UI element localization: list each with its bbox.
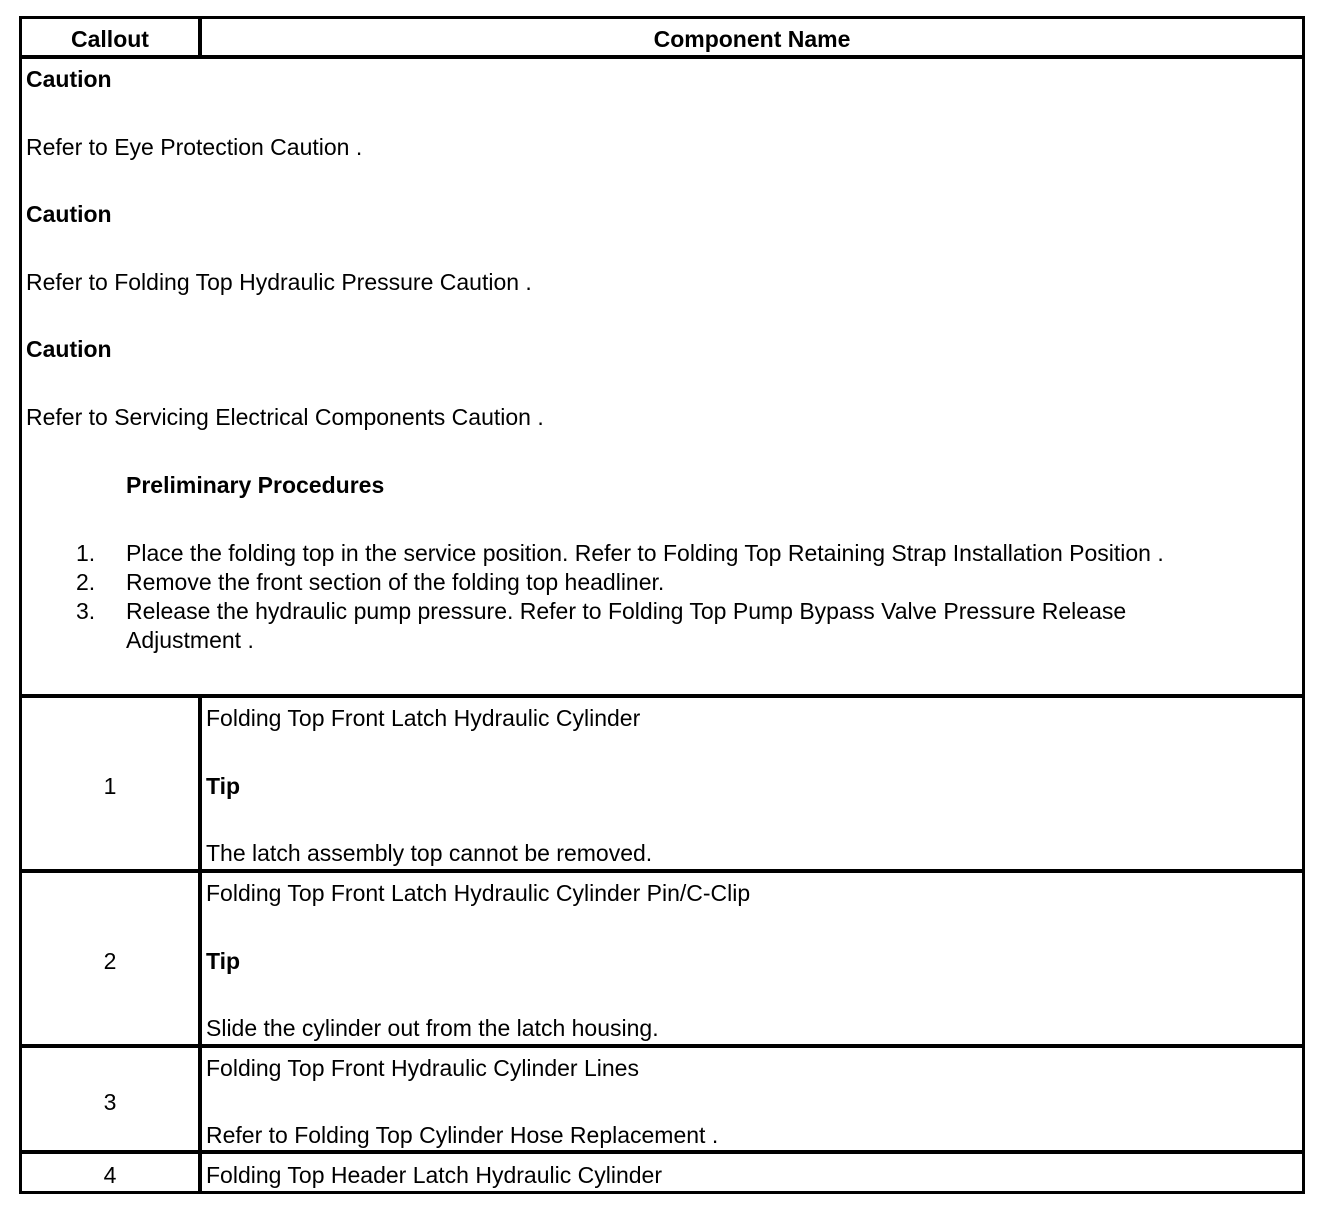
component-name: Folding Top Header Latch Hydraulic Cylinder <box>206 1162 662 1188</box>
step-text: Place the folding top in the service position. Refer to Folding Top Retaining Strap Installation Position . <box>126 540 1164 566</box>
step-text-continued: Adjustment . <box>126 627 254 653</box>
row-divider <box>22 869 1302 873</box>
caution-text: Refer to Servicing Electrical Components Caution . <box>26 404 544 430</box>
reference-note: Refer to Folding Top Cylinder Hose Replacement . <box>206 1122 719 1148</box>
header-component-name: Component Name <box>653 26 851 52</box>
callout-number: 3 <box>103 1089 117 1115</box>
header-divider <box>22 55 1302 59</box>
caution-title: Caution <box>26 336 112 362</box>
step-number: 1. <box>76 540 96 566</box>
caution-text: Refer to Eye Protection Caution . <box>26 134 363 160</box>
callout-number: 2 <box>103 948 117 974</box>
caution-title: Caution <box>26 66 112 92</box>
callout-number: 4 <box>103 1162 117 1188</box>
component-name: Folding Top Front Latch Hydraulic Cylinder <box>206 705 641 731</box>
step-text: Release the hydraulic pump pressure. Refer to Folding Top Pump Bypass Valve Pressure Release <box>126 598 1127 624</box>
caution-text: Refer to Folding Top Hydraulic Pressure Caution . <box>26 269 532 295</box>
tip-text: Slide the cylinder out from the latch housing. <box>206 1015 659 1041</box>
step-number: 2. <box>76 569 96 595</box>
preliminary-procedures-title: Preliminary Procedures <box>126 472 385 498</box>
row-divider <box>22 1044 1302 1048</box>
component-name: Folding Top Front Latch Hydraulic Cylinder Pin/C-Clip <box>206 880 751 906</box>
component-name: Folding Top Front Hydraulic Cylinder Lines <box>206 1055 639 1081</box>
callout-number: 1 <box>103 773 117 799</box>
caution-title: Caution <box>26 201 112 227</box>
tip-text: The latch assembly top cannot be removed. <box>206 840 653 866</box>
procedure-table <box>19 16 1305 1194</box>
tip-title: Tip <box>206 948 241 974</box>
step-number: 3. <box>76 598 96 624</box>
row-divider <box>22 1150 1302 1154</box>
tip-title: Tip <box>206 773 241 799</box>
header-callout: Callout <box>71 26 149 52</box>
step-text: Remove the front section of the folding top headliner. <box>126 569 665 595</box>
row-divider <box>22 694 1302 698</box>
callout-column-divider <box>198 694 202 1194</box>
